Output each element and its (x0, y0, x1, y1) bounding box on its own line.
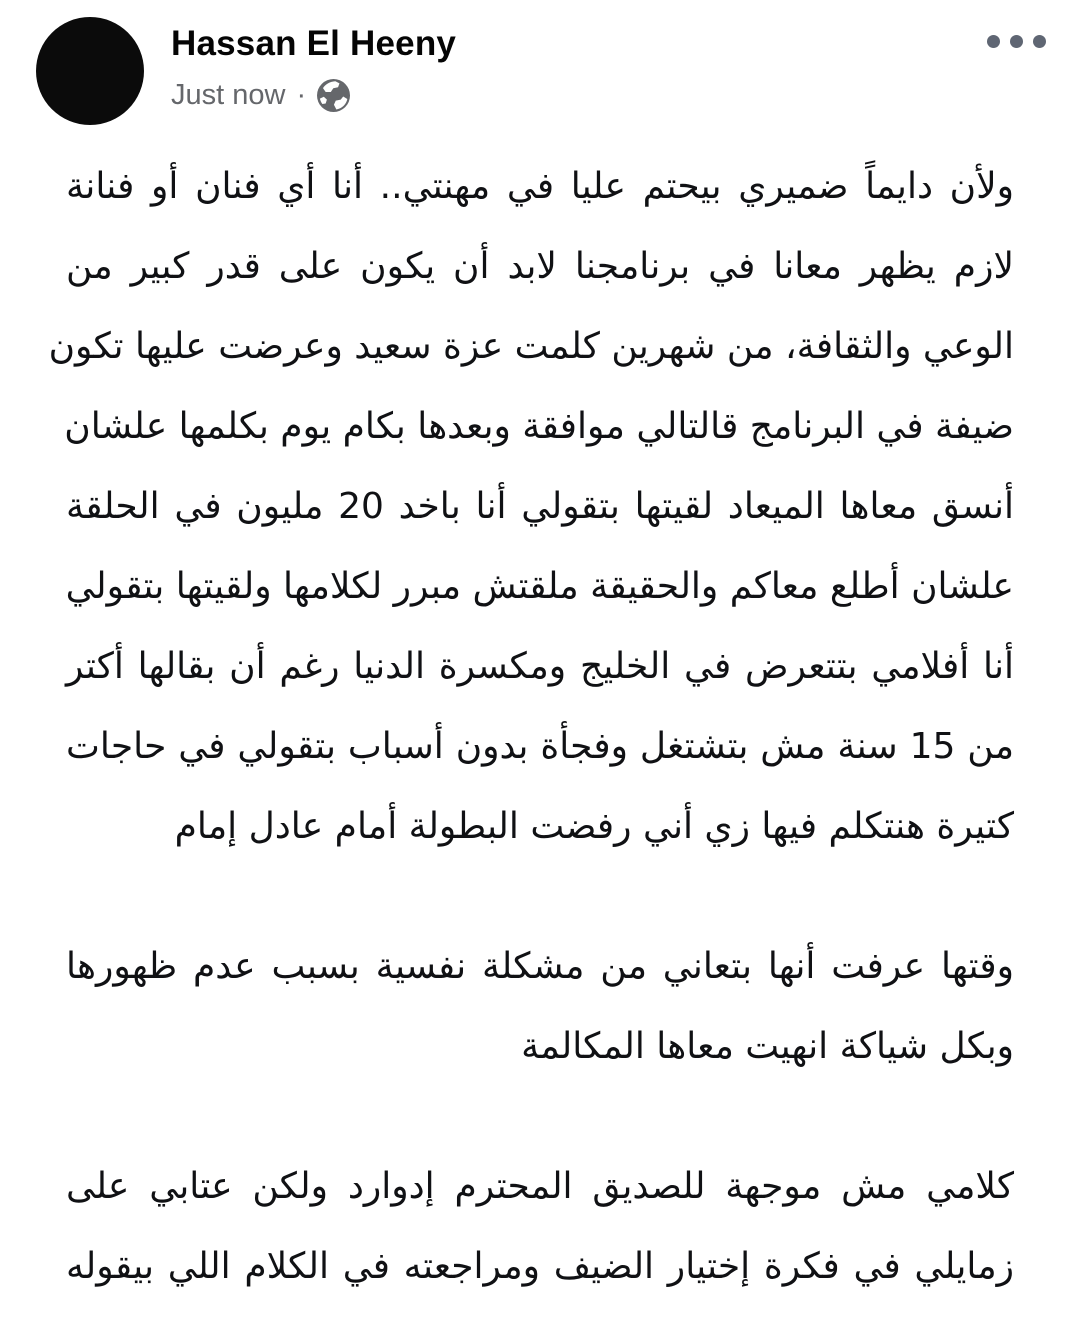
ellipsis-icon (1010, 35, 1023, 48)
post-text-line: وقتها عرفت أنها بتعاني من مشكلة نفسية بسبب عدم ظهورها (66, 946, 1014, 987)
post-paragraph (66, 1147, 1014, 1307)
avatar[interactable] (36, 17, 144, 125)
post-text-line: أنا أفلامي بتتعرض في الخليج ومكسرة الدنيا رغم أن بقالها أكتر (66, 646, 1014, 687)
post-text-line: زمايلي في فكرة إختيار الضيف ومراجعته في الكلام اللي بيقوله (66, 1246, 1014, 1287)
post-paragraph (48, 147, 1014, 867)
post-text-line: الوعي والثقافة، من شهرين كلمت عزة سعيد وعرضت عليها تكون (48, 326, 1014, 367)
post-text-line: وبكل شياكة انهيت معاها المكالمة (521, 1026, 1014, 1067)
post-text-line: لازم يظهر معانا في برنامجنا لابد أن يكون على قدر كبير من (66, 246, 1014, 287)
timestamp[interactable]: Just now (171, 79, 286, 111)
post-text-line: من 15 سنة مش بتشتغل وفجأة بدون أسباب بتقولي في حاجات (66, 726, 1014, 767)
post-body (0, 147, 1080, 1307)
ellipsis-icon (1033, 35, 1046, 48)
post-text-line: أنسق معاها الميعاد لقيتها بتقولي أنا باخد 20 مليون في الحلقة (66, 486, 1014, 527)
ellipsis-icon (987, 35, 1000, 48)
post-meta (171, 78, 456, 112)
post-header (0, 0, 1080, 125)
post-text-line: كتيرة هنتكلم فيها زي أني رفضت البطولة أمام عادل إمام (174, 806, 1014, 847)
globe-icon (317, 79, 350, 112)
author-name[interactable]: Hassan El Heeny (171, 24, 457, 63)
post-options-button[interactable] (987, 17, 1046, 48)
post-header-text (171, 17, 456, 112)
post-text-line: كلامي مش موجهة للصديق المحترم إدوارد ولكن عتابي على (66, 1166, 1014, 1207)
post-text-line: ضيفة في البرنامج قالتالي موافقة وبعدها بكام يوم بكلمها علشان (64, 406, 1014, 447)
post-paragraph (66, 927, 1014, 1087)
post-text-line: ولأن دايماً ضميري بيحتم عليا في مهنتي.. أنا أي فنان أو فنانة (66, 166, 1014, 207)
post-text-line: علشان أطلع معاكم والحقيقة ملقتش مبرر لكلامها ولقيتها بتقولي (65, 566, 1014, 607)
meta-separator: · (296, 79, 307, 111)
